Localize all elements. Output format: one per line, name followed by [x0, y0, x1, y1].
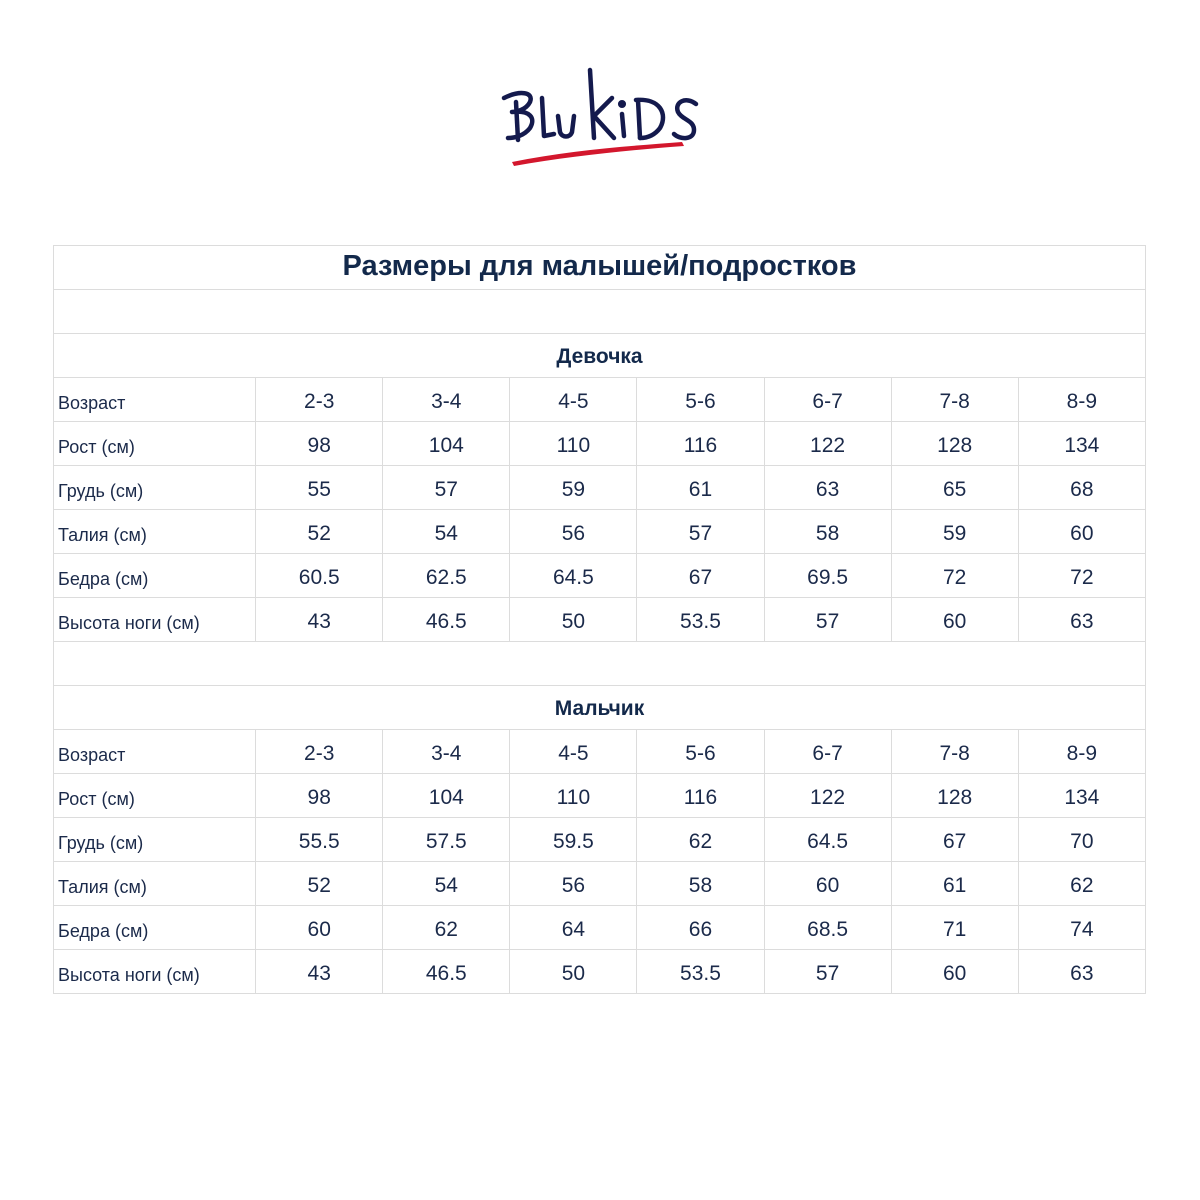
section-heading-boy: Мальчик — [54, 686, 1146, 730]
table-row — [54, 906, 1146, 950]
cell: 58 — [764, 510, 891, 554]
row-label: Рост (см) — [54, 422, 256, 466]
cell: 67 — [891, 818, 1018, 862]
cell: 66 — [637, 906, 764, 950]
cell: 60.5 — [256, 554, 383, 598]
spacer-row — [54, 642, 1146, 686]
row-label: Талия (см) — [54, 510, 256, 554]
cell: 72 — [891, 554, 1018, 598]
cell: 50 — [510, 950, 637, 994]
table-row — [54, 862, 1146, 906]
table-row — [54, 950, 1146, 994]
table-row — [54, 510, 1146, 554]
cell: 60 — [891, 598, 1018, 642]
cell: 110 — [510, 422, 637, 466]
cell: 63 — [764, 466, 891, 510]
cell: 6-7 — [764, 730, 891, 774]
cell: 65 — [891, 466, 1018, 510]
cell: 134 — [1018, 422, 1145, 466]
cell: 55 — [256, 466, 383, 510]
cell: 7-8 — [891, 378, 1018, 422]
cell: 68 — [1018, 466, 1145, 510]
cell: 63 — [1018, 950, 1145, 994]
cell: 72 — [1018, 554, 1145, 598]
cell: 52 — [256, 510, 383, 554]
cell: 59.5 — [510, 818, 637, 862]
cell: 57 — [764, 950, 891, 994]
table-row — [54, 730, 1146, 774]
cell: 57.5 — [383, 818, 510, 862]
table-row — [54, 378, 1146, 422]
cell: 61 — [891, 862, 1018, 906]
cell: 98 — [256, 422, 383, 466]
row-label: Высота ноги (см) — [54, 598, 256, 642]
cell: 52 — [256, 862, 383, 906]
cell: 5-6 — [637, 730, 764, 774]
section-heading-girl: Девочка — [54, 334, 1146, 378]
row-label: Возраст — [54, 378, 256, 422]
cell: 62 — [637, 818, 764, 862]
cell: 60 — [1018, 510, 1145, 554]
cell: 53.5 — [637, 950, 764, 994]
cell: 64 — [510, 906, 637, 950]
cell: 46.5 — [383, 598, 510, 642]
row-label: Талия (см) — [54, 862, 256, 906]
cell: 57 — [383, 466, 510, 510]
spacer-row — [54, 290, 1146, 334]
size-chart — [53, 245, 1146, 994]
row-label: Бедра (см) — [54, 554, 256, 598]
cell: 58 — [637, 862, 764, 906]
size-table — [53, 245, 1146, 994]
row-label: Высота ноги (см) — [54, 950, 256, 994]
table-row — [54, 818, 1146, 862]
row-label: Бедра (см) — [54, 906, 256, 950]
cell: 122 — [764, 774, 891, 818]
blukids-logo-mark — [490, 62, 710, 172]
cell: 59 — [510, 466, 637, 510]
cell: 62 — [1018, 862, 1145, 906]
table-row — [54, 466, 1146, 510]
table-row — [54, 422, 1146, 466]
cell: 104 — [383, 774, 510, 818]
cell: 60 — [764, 862, 891, 906]
cell: 54 — [383, 862, 510, 906]
cell: 116 — [637, 422, 764, 466]
cell: 8-9 — [1018, 378, 1145, 422]
cell: 56 — [510, 510, 637, 554]
cell: 67 — [637, 554, 764, 598]
cell: 128 — [891, 774, 1018, 818]
table-row — [54, 774, 1146, 818]
cell: 71 — [891, 906, 1018, 950]
section-heading-row — [54, 686, 1146, 730]
cell: 43 — [256, 950, 383, 994]
cell: 50 — [510, 598, 637, 642]
cell: 74 — [1018, 906, 1145, 950]
cell: 5-6 — [637, 378, 764, 422]
cell: 110 — [510, 774, 637, 818]
cell: 56 — [510, 862, 637, 906]
cell: 4-5 — [510, 378, 637, 422]
cell: 64.5 — [764, 818, 891, 862]
cell: 55.5 — [256, 818, 383, 862]
cell: 62.5 — [383, 554, 510, 598]
table-title: Размеры для малышей/подростков — [54, 246, 1146, 290]
cell: 54 — [383, 510, 510, 554]
title-row — [54, 246, 1146, 290]
row-label: Грудь (см) — [54, 818, 256, 862]
cell: 61 — [637, 466, 764, 510]
cell: 6-7 — [764, 378, 891, 422]
blukids-logo — [490, 62, 710, 172]
cell: 57 — [764, 598, 891, 642]
cell: 4-5 — [510, 730, 637, 774]
cell: 60 — [891, 950, 1018, 994]
row-label: Рост (см) — [54, 774, 256, 818]
cell: 2-3 — [256, 378, 383, 422]
row-label: Грудь (см) — [54, 466, 256, 510]
cell: 53.5 — [637, 598, 764, 642]
cell: 43 — [256, 598, 383, 642]
cell: 8-9 — [1018, 730, 1145, 774]
cell: 69.5 — [764, 554, 891, 598]
cell: 116 — [637, 774, 764, 818]
cell: 122 — [764, 422, 891, 466]
cell: 70 — [1018, 818, 1145, 862]
cell: 104 — [383, 422, 510, 466]
table-row — [54, 554, 1146, 598]
cell: 63 — [1018, 598, 1145, 642]
cell: 134 — [1018, 774, 1145, 818]
cell: 98 — [256, 774, 383, 818]
cell: 2-3 — [256, 730, 383, 774]
cell: 60 — [256, 906, 383, 950]
cell: 57 — [637, 510, 764, 554]
cell: 64.5 — [510, 554, 637, 598]
cell: 3-4 — [383, 378, 510, 422]
section-heading-row — [54, 334, 1146, 378]
cell: 68.5 — [764, 906, 891, 950]
cell: 3-4 — [383, 730, 510, 774]
row-label: Возраст — [54, 730, 256, 774]
table-row — [54, 598, 1146, 642]
cell: 128 — [891, 422, 1018, 466]
cell: 62 — [383, 906, 510, 950]
cell: 59 — [891, 510, 1018, 554]
cell: 7-8 — [891, 730, 1018, 774]
cell: 46.5 — [383, 950, 510, 994]
